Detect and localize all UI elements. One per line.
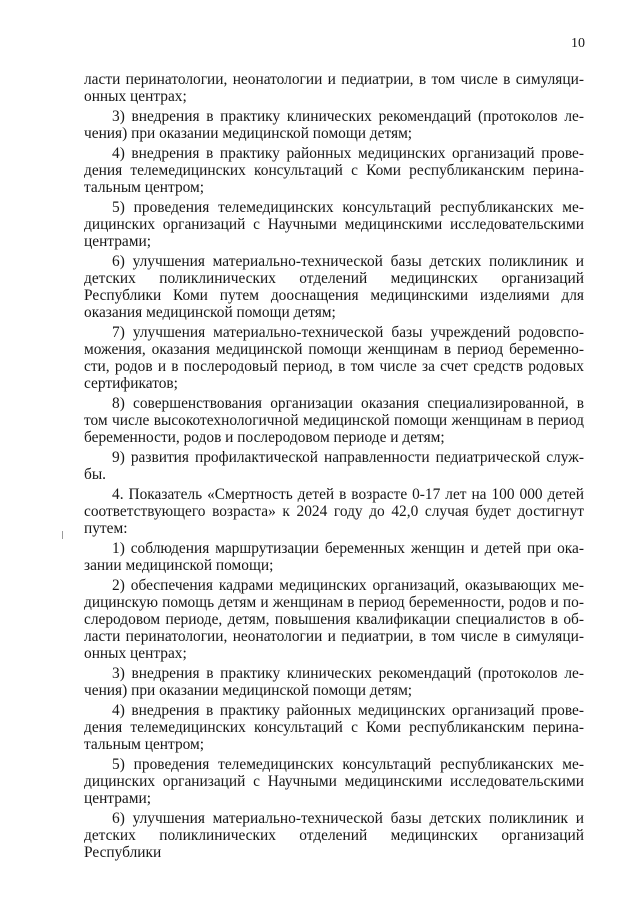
document-body bbox=[84, 71, 584, 864]
list-item-6-polyclinic-equipment-repeat: 6) улучшения материально-технической базы детских поликлиник и детских поликлинических отделений медицинских организаций Республики bbox=[84, 810, 584, 861]
list-item-9-preventive-pediatrics: 9) развития профилактической направленности педиатрической службы. bbox=[84, 449, 584, 483]
page-number: 10 bbox=[571, 36, 585, 51]
scan-margin-mark bbox=[62, 531, 63, 539]
list-item-4-telemedicine-perinatal-repeat: 4) внедрения в практику районных медицинских организаций проведения телемедицинских консультаций с Коми республиканским перинатальным центром; bbox=[84, 702, 584, 753]
list-item-5-telemedicine-research-centers-repeat: 5) проведения телемедицинских консультаций республиканских медицинских организаций с Научными медицинскими исследовательскими центрами; bbox=[84, 756, 584, 807]
list-item-2-staffing: 2) обеспечения кадрами медицинских организаций, оказывающих медицинскую помощь детям и женщинам в период беременности, родов и послеродовом периоде, детям, повышения квалификации специалистов в области перинатологии, неонатологии и педиатрии, в том числе в симуляционных центрах; bbox=[84, 577, 584, 662]
list-item-6-polyclinic-equipment: 6) улучшения материально-технической базы детских поликлиник и детских поликлинических отделений медицинских организаций Республики Коми путем дооснащения медицинскими изделиями для оказания медицинской помощи детям; bbox=[84, 253, 584, 321]
list-item-8-specialized-care: 8) совершенствования организации оказания специализированной, в том числе высокотехнологичной медицинской помощи женщинам в период беременности, родов и послеродовом периоде и детям; bbox=[84, 395, 584, 446]
list-item-3-clinical-guidelines: 3) внедрения в практику клинических рекомендаций (протоколов лечения) при оказании медицинской помощи детям; bbox=[84, 108, 584, 142]
paragraph-continuation: ласти перинатологии, неонатологии и педиатрии, в том числе в симуляционных центрах; bbox=[84, 71, 584, 105]
list-item-4-telemedicine-perinatal: 4) внедрения в практику районных медицинских организаций проведения телемедицинских консультаций с Коми республиканским перинатальным центром; bbox=[84, 145, 584, 196]
list-item-7-maternity-facilities: 7) улучшения материально-технической базы учреждений родовспоможения, оказания медицинской помощи женщинам в период беременности, родов и в послеродовый период, в том числе за счет средств родовых сертификатов; bbox=[84, 324, 584, 392]
indicator-4-child-mortality: 4. Показатель «Смертность детей в возрасте 0-17 лет на 100 000 детей соответствующего возраста» к 2024 году до 42,0 случая будет достигнут путем: bbox=[84, 486, 584, 537]
list-item-1-routing: 1) соблюдения маршрутизации беременных женщин и детей при оказании медицинской помощи; bbox=[84, 540, 584, 574]
list-item-5-telemedicine-research-centers: 5) проведения телемедицинских консультаций республиканских медицинских организаций с Научными медицинскими исследовательскими центрами; bbox=[84, 199, 584, 250]
list-item-3-clinical-guidelines-repeat: 3) внедрения в практику клинических рекомендаций (протоколов лечения) при оказании медицинской помощи детям; bbox=[84, 665, 584, 699]
